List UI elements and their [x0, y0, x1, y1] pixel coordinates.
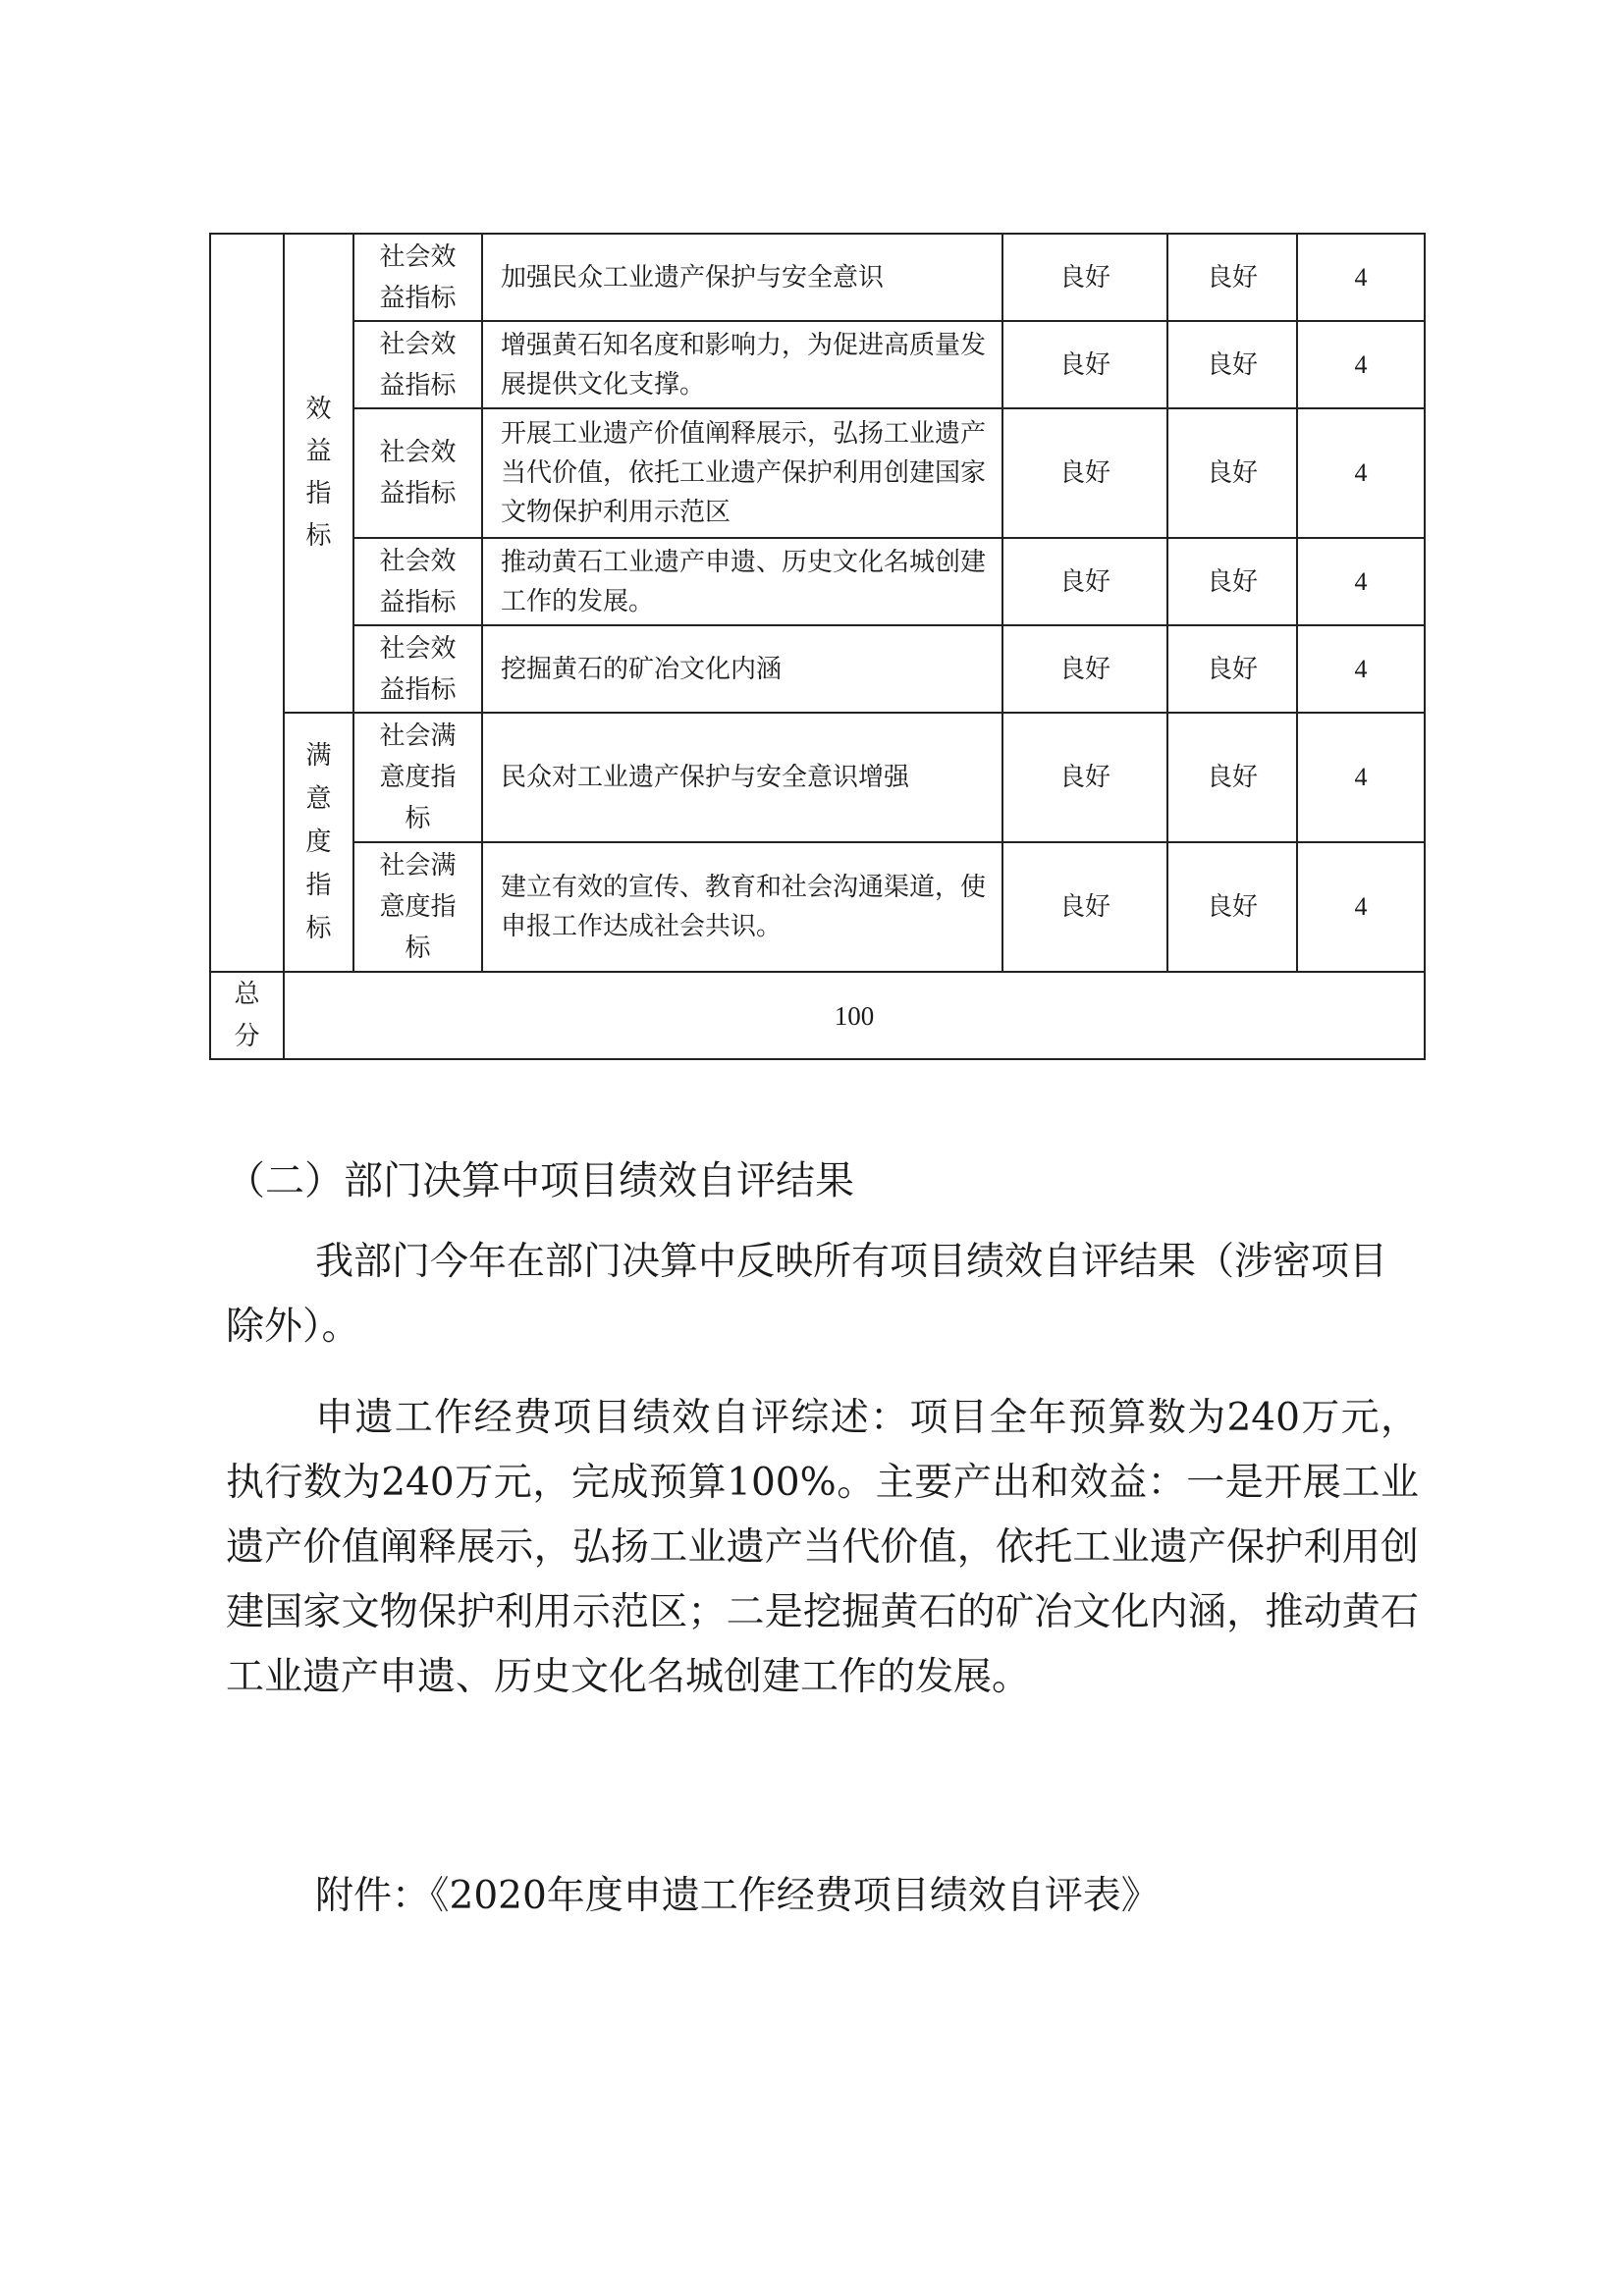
actual-cell: 良好 — [1167, 321, 1297, 408]
total-row — [210, 972, 1425, 1059]
attachment-line: 附件：《2020年度申遗工作经费项目绩效自评表》 — [315, 1874, 1160, 1918]
performance-table — [209, 233, 1426, 1060]
score-cell: 4 — [1297, 713, 1425, 842]
score-cell: 4 — [1297, 625, 1425, 713]
actual-cell: 良好 — [1167, 625, 1297, 713]
indicator-cell: 增强黄石知名度和影响力，为促进高质量发展提供文化支撑。 — [482, 321, 1002, 408]
score-cell: 4 — [1297, 321, 1425, 408]
table-row — [210, 234, 1425, 321]
table-row — [210, 713, 1425, 842]
actual-cell: 良好 — [1167, 538, 1297, 625]
group-cell-satisfaction — [284, 713, 353, 972]
table-row — [210, 408, 1425, 538]
score-cell: 4 — [1297, 234, 1425, 321]
paragraph-scope: 我部门今年在部门决算中反映所有项目绩效自评结果（涉密项目除外）。 — [226, 1240, 1388, 1349]
group-cell-benefit — [284, 234, 353, 713]
indicator-cell: 推动黄石工业遗产申遗、历史文化名城创建工作的发展。 — [482, 538, 1002, 625]
table-row — [210, 321, 1425, 408]
group-label: 效益指标 — [305, 395, 332, 551]
table-row — [210, 538, 1425, 625]
score-cell: 4 — [1297, 408, 1425, 538]
sub-indicator-cell: 社会效益指标 — [353, 408, 482, 538]
target-cell: 良好 — [1002, 625, 1167, 713]
score-cell: 4 — [1297, 842, 1425, 972]
sub-indicator-cell: 社会效益指标 — [353, 538, 482, 625]
sub-indicator-cell: 社会效益指标 — [353, 234, 482, 321]
target-cell: 良好 — [1002, 842, 1167, 972]
target-cell: 良好 — [1002, 321, 1167, 408]
target-cell: 良好 — [1002, 408, 1167, 538]
total-value-cell: 100 — [284, 972, 1425, 1059]
score-cell: 4 — [1297, 538, 1425, 625]
target-cell: 良好 — [1002, 538, 1167, 625]
indicator-cell: 民众对工业遗产保护与安全意识增强 — [482, 713, 1002, 842]
sub-indicator-cell: 社会效益指标 — [353, 625, 482, 713]
table-row — [210, 625, 1425, 713]
section-heading: （二）部门决算中项目绩效自评结果 — [226, 1158, 854, 1203]
sub-indicator-cell: 社会满意度指标 — [353, 842, 482, 972]
target-cell: 良好 — [1002, 713, 1167, 842]
category-cell — [210, 234, 284, 972]
target-cell: 良好 — [1002, 234, 1167, 321]
actual-cell: 良好 — [1167, 234, 1297, 321]
actual-cell: 良好 — [1167, 408, 1297, 538]
indicator-cell: 开展工业遗产价值阐释展示，弘扬工业遗产当代价值，依托工业遗产保护利用创建国家文物保护利用示范区 — [482, 408, 1002, 538]
indicator-cell: 加强民众工业遗产保护与安全意识 — [482, 234, 1002, 321]
sub-indicator-cell: 社会满意度指标 — [353, 713, 482, 842]
total-label-cell: 总分 — [210, 972, 284, 1059]
paragraph-summary: 申遗工作经费项目绩效自评综述：项目全年预算数为240万元，执行数为240万元，完成预算100%。主要产出和效益：一是开展工业遗产价值阐释展示，弘扬工业遗产当代价值，依托工业遗产保护利用创建国家文物保护利用示范区；二是挖掘黄石的矿冶文化内涵，推动黄石工业遗产申遗、历史文化名城创建工作的发展。 — [226, 1396, 1419, 1699]
group-label: 满意度指标 — [305, 741, 332, 943]
indicator-cell: 挖掘黄石的矿冶文化内涵 — [482, 625, 1002, 713]
table-row — [210, 842, 1425, 972]
actual-cell: 良好 — [1167, 713, 1297, 842]
sub-indicator-cell: 社会效益指标 — [353, 321, 482, 408]
actual-cell: 良好 — [1167, 842, 1297, 972]
indicator-cell: 建立有效的宣传、教育和社会沟通渠道，使申报工作达成社会共识。 — [482, 842, 1002, 972]
